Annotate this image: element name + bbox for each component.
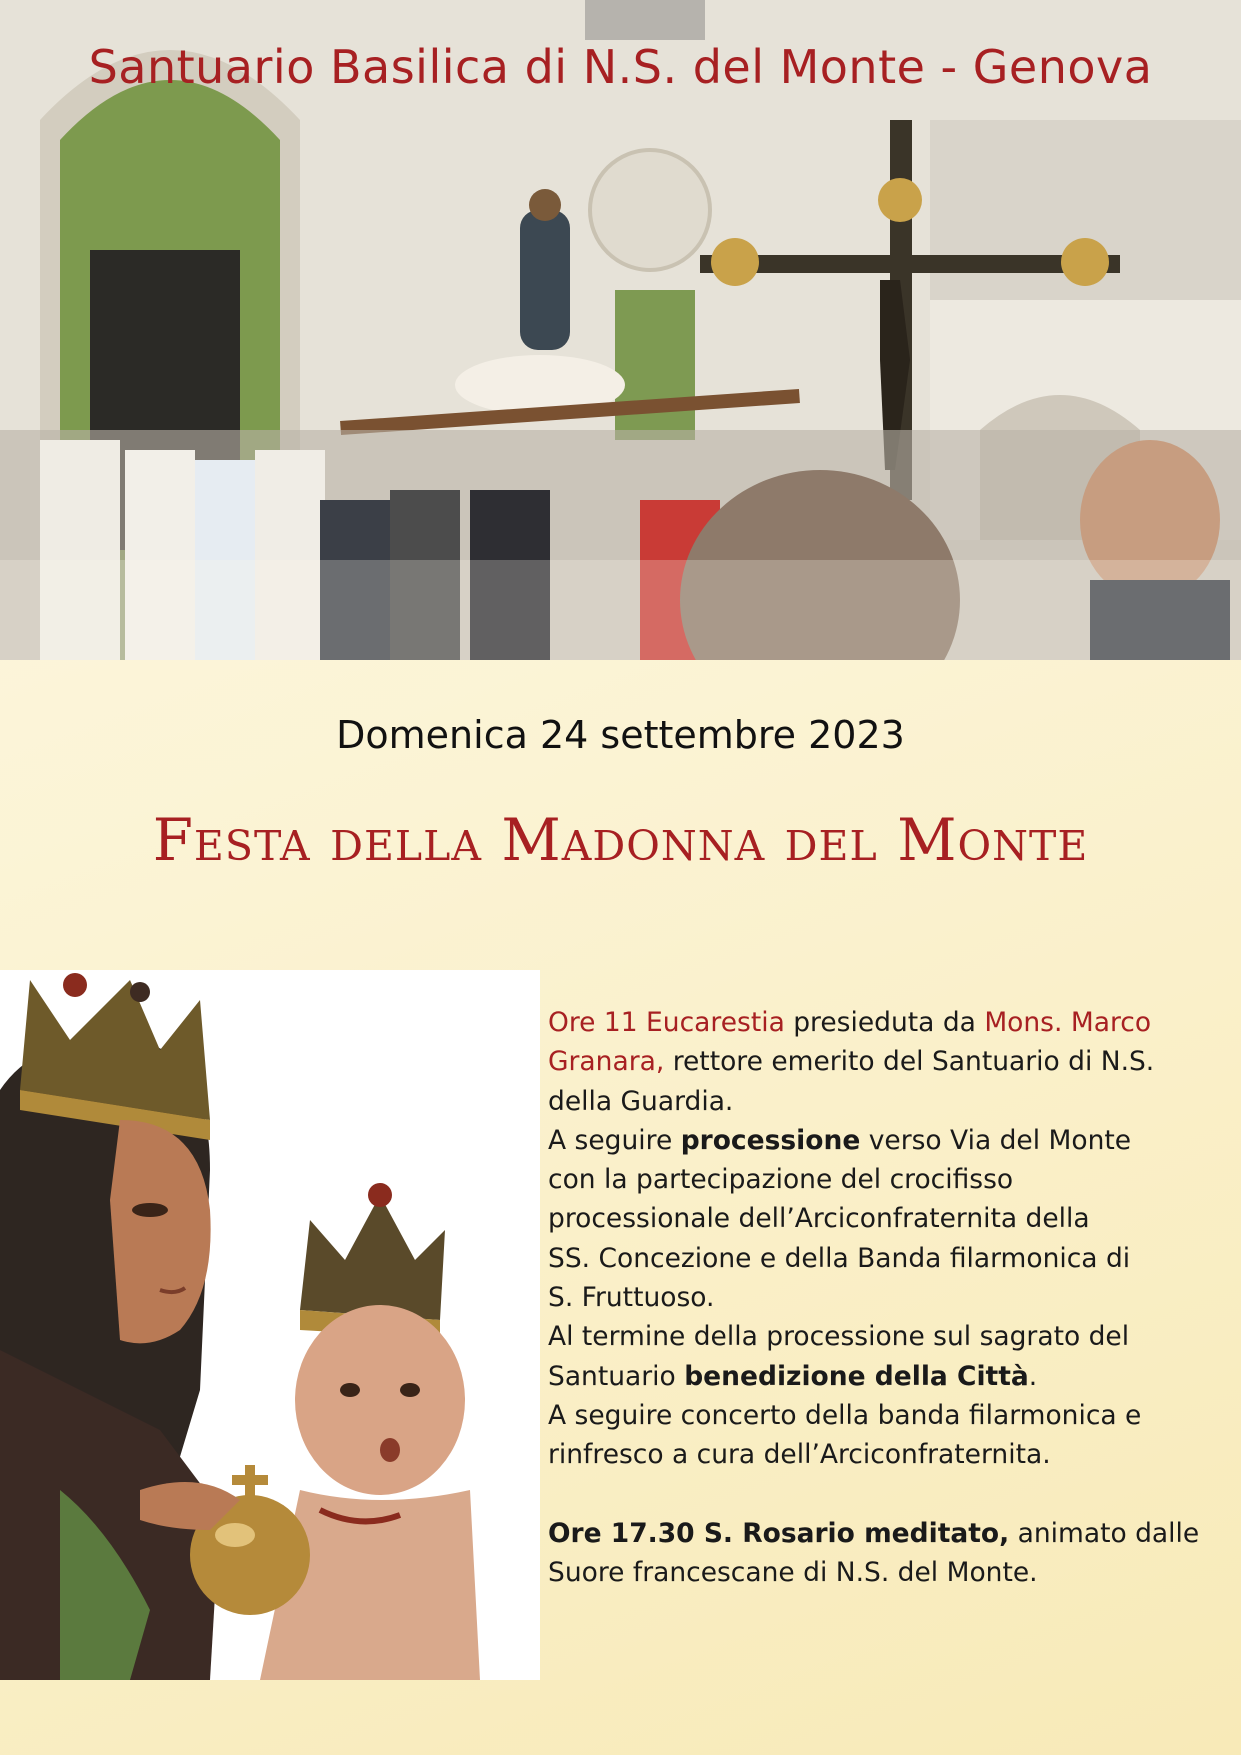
program-line-1 — [548, 1003, 1218, 1042]
program-line-3: della Guardia. — [548, 1085, 734, 1117]
period: . — [1028, 1360, 1038, 1392]
rosary-line-1 — [548, 1514, 1218, 1553]
celebrant-name-part2: Granara, — [548, 1046, 665, 1078]
program-line-11: A seguire concerto della banda filarmonica e — [548, 1399, 1142, 1431]
event-title: Festa della Madonna del Monte — [152, 806, 1089, 874]
paragraph-gap — [548, 1475, 1218, 1514]
program-line-12: rinfresco a cura dell’Arciconfraternita. — [548, 1439, 1051, 1471]
madonna-statue-illustration — [0, 970, 540, 1680]
procession-illustration — [0, 0, 1241, 660]
program-line-2 — [548, 1042, 1218, 1081]
program-text — [548, 1003, 1218, 1592]
sanctuary-title: Santuario Basilica di N.S. del Monte - Genova — [88, 40, 1153, 94]
madonna-statue-image — [0, 970, 540, 1680]
procession-word: processione — [680, 1124, 861, 1156]
program-line-10 — [548, 1357, 1218, 1396]
event-date: Domenica 24 settembre 2023 — [336, 713, 905, 757]
procession-route: verso Via del Monte — [860, 1124, 1132, 1156]
city-blessing: benedizione della Città — [684, 1360, 1029, 1392]
mass-time: Ore 11 Eucarestia — [548, 1007, 785, 1038]
procession-photo — [0, 0, 1241, 660]
celebrant-name-part1: Mons. Marco — [984, 1007, 1152, 1038]
santuario-text: Santuario — [548, 1360, 685, 1392]
program-line-8: S. Fruttuoso. — [548, 1282, 715, 1314]
presieduta-text: presieduta da — [784, 1007, 985, 1038]
rosary-animated: animato dalle — [1009, 1517, 1200, 1549]
program-line-6: processionale dell’Arciconfraternita della — [548, 1203, 1090, 1235]
program-line-7: SS. Concezione e della Banda filarmonica di — [548, 1242, 1131, 1274]
program-line-5: con la partecipazione del crocifisso — [548, 1164, 1014, 1196]
rosary-time: Ore 17.30 S. Rosario meditato, — [548, 1517, 1010, 1549]
a-seguire-text: A seguire — [548, 1124, 681, 1156]
program-line-9: Al termine della processione sul sagrato del — [548, 1321, 1130, 1353]
program-line-4 — [548, 1121, 1218, 1160]
celebrant-role: rettore emerito del Santuario di N.S. — [664, 1046, 1155, 1078]
rosary-line-2: Suore francescane di N.S. del Monte. — [548, 1556, 1038, 1588]
